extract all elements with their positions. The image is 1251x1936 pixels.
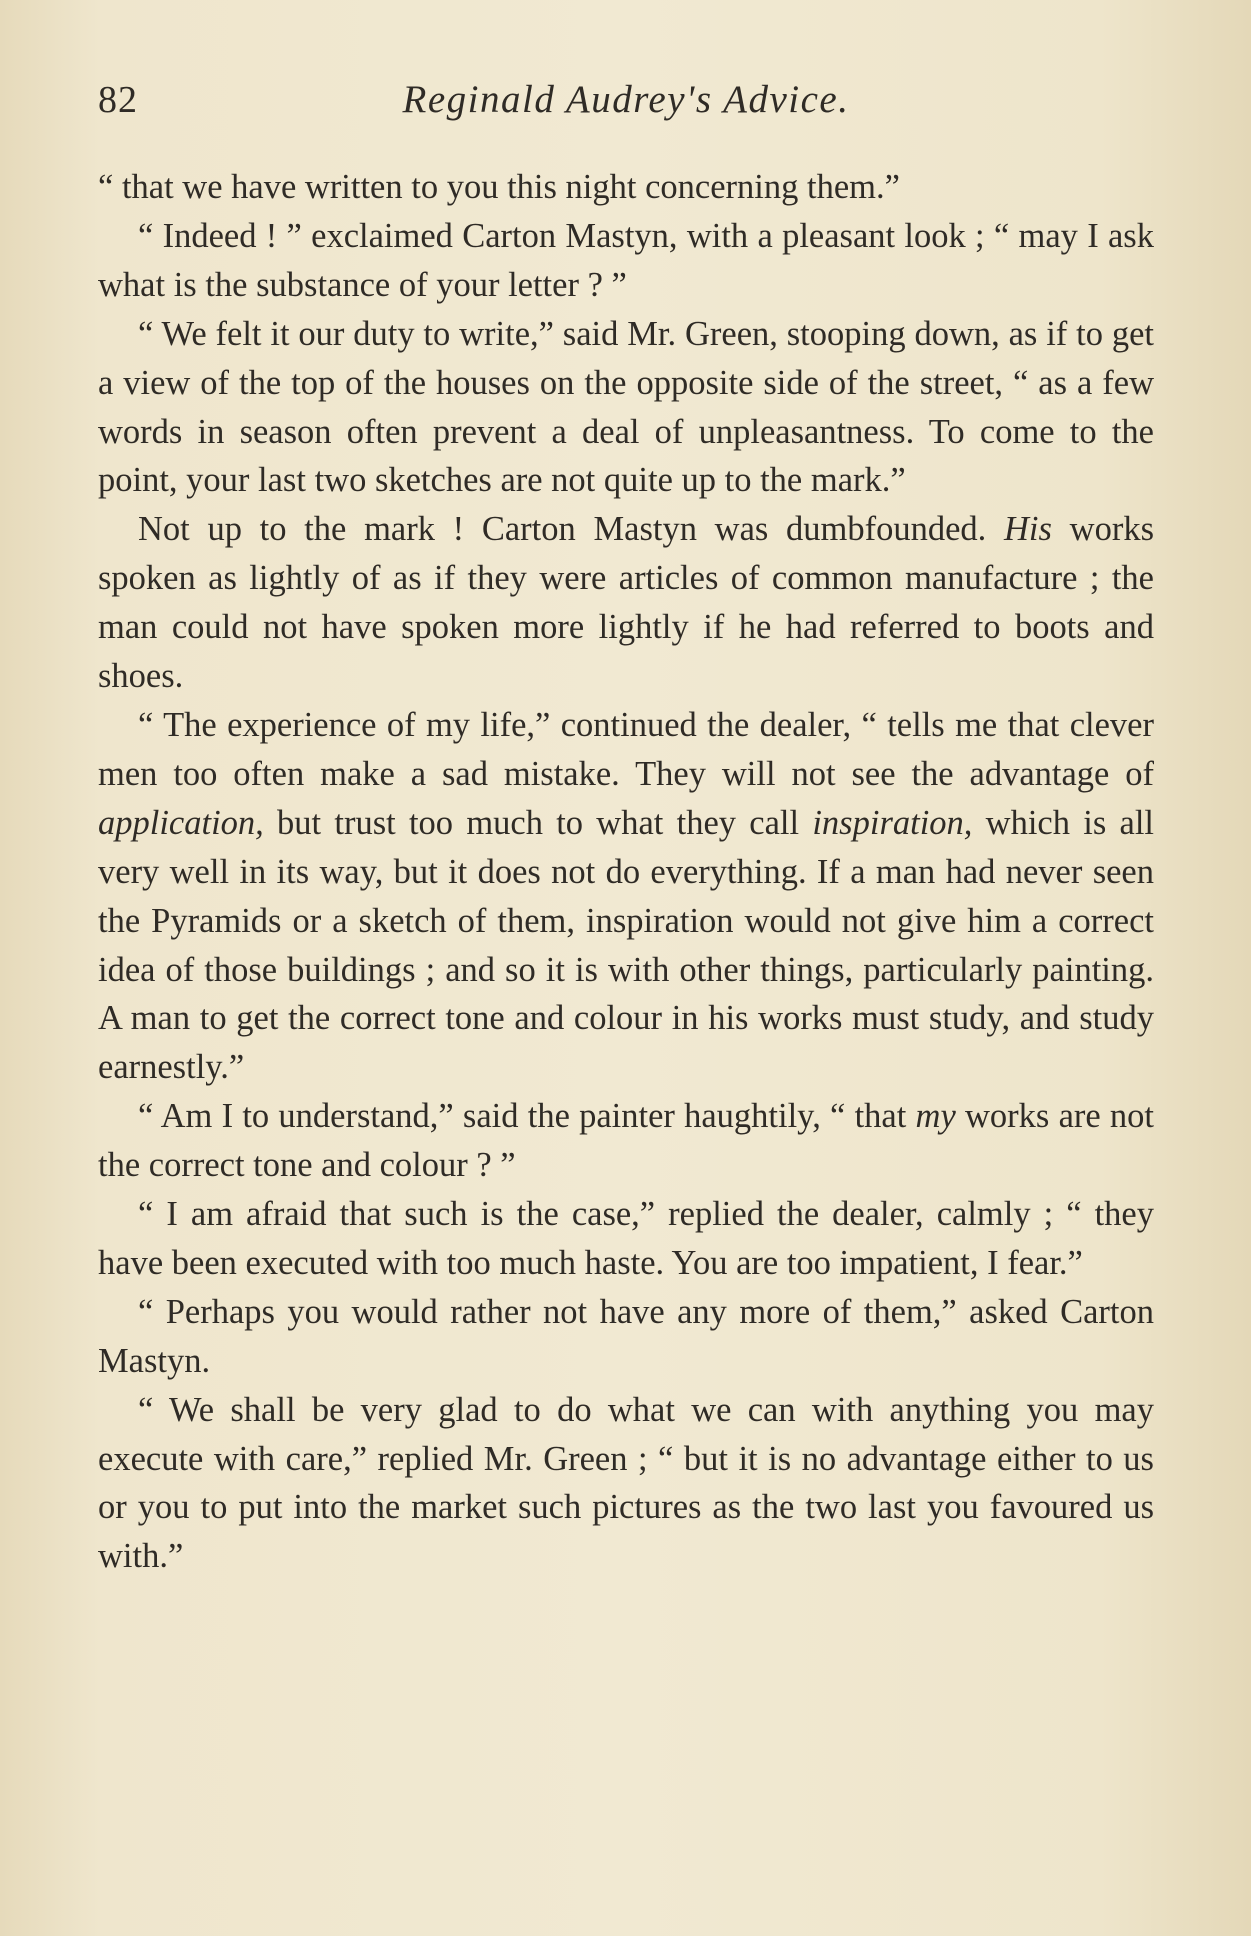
italic-text: my [915, 1097, 956, 1136]
page-header [98, 70, 1154, 130]
italic-text: inspiration, [812, 803, 973, 842]
text-segment: Not up to the mark ! Carton Mastyn was dumbfounded. [138, 510, 1005, 549]
body-text [98, 163, 1154, 1581]
paragraph [98, 1288, 1154, 1386]
text-segment: but trust too much to what they call [263, 803, 813, 842]
text-segment: works spoken as lightly of as if they were articles of common manufacture ; the man could not have spoken more lightly if he had referred to boots and shoes. [98, 510, 1154, 696]
text-segment: works are not the correct tone and colour ? ” [98, 1097, 1154, 1185]
paragraph [98, 310, 1154, 506]
paragraph [98, 1092, 1154, 1190]
running-title: Reginald Audrey's Advice. [402, 78, 850, 121]
text-segment: which is all very well in its way, but it does not do everything. If a man had never seen the Pyramids or a sketch of them, inspiration would not give him a correct idea of those buildings ; and so it is with other things, particularly painting. A man to get the correct tone and colour in his works must study, and study earnestly.” [98, 803, 1154, 1087]
text-segment: “ The experience of my life,” continued the dealer, “ tells me that clever men too often make a sad mistake. They will not see the advantage of [98, 705, 1154, 793]
paragraph [98, 1190, 1154, 1288]
italic-text: His [1004, 510, 1052, 549]
text-segment: “ I am afraid that such is the case,” replied the dealer, calmly ; “ they have been executed with too much haste. You are too impatient, I fear.” [98, 1195, 1154, 1282]
italic-text: application, [98, 803, 264, 842]
paragraph [98, 701, 1154, 1092]
paragraph [98, 163, 1154, 212]
page-number: 82 [98, 79, 138, 121]
paragraph [98, 505, 1154, 701]
text-segment: “ We shall be very glad to do what we can with anything you may execute with care,” replied Mr. Green ; “ but it is no advantage either to us or you to put into the market such pictures as the two last you favoured us with.” [98, 1390, 1154, 1576]
text-segment: “ that we have written to you this night concerning them.” [98, 168, 900, 206]
text-segment: “ Perhaps you would rather not have any more of them,” asked Carton Mastyn. [98, 1292, 1154, 1380]
text-segment: “ Indeed ! ” exclaimed Carton Mastyn, with a pleasant look ; “ may I ask what is the substance of your letter ? ” [98, 216, 1154, 304]
paragraph [98, 1386, 1154, 1582]
text-segment: “ Am I to understand,” said the painter haughtily, “ that [138, 1097, 916, 1136]
paragraph [98, 212, 1154, 310]
text-segment: “ We felt it our duty to write,” said Mr. Green, stooping down, as if to get a view of the top of the houses on the opposite side of the street, “ as a few words in season often prevent a deal of unpleasantness. To come to the point, your last two sketches are not quite up to the mark.” [98, 314, 1154, 500]
